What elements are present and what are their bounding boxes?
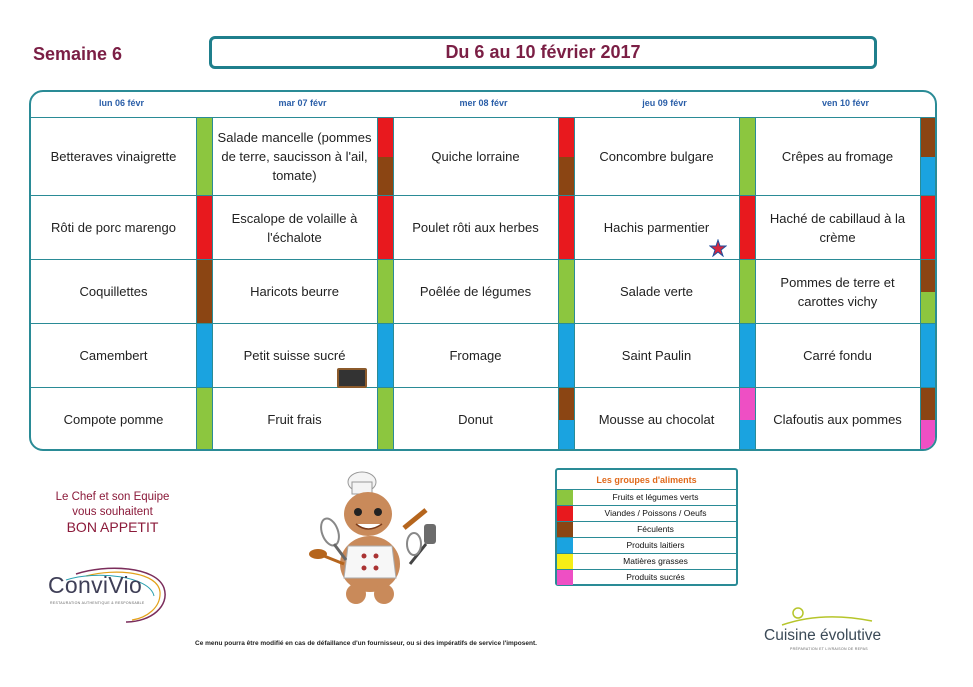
food-group-bar-feculents <box>377 157 393 196</box>
menu-dish: Betteraves vinaigrette <box>50 149 177 164</box>
menu-dish: Salade verte <box>620 284 693 299</box>
column-divider <box>393 117 394 451</box>
menu-dish: Compote pomme <box>63 412 164 427</box>
menu-dish: Escalope de volaille à l'échalote <box>231 210 358 245</box>
menu-dish: Clafoutis aux pommes <box>773 412 902 427</box>
menu-dish: Coquillettes <box>79 284 148 299</box>
menu-dish: Poêlée de légumes <box>419 284 532 299</box>
food-group-bar-feculents <box>558 157 574 196</box>
food-group-bar-viandes <box>739 196 755 259</box>
food-group-bar-viandes <box>558 196 574 259</box>
food-group-bar-feculents <box>920 388 936 420</box>
food-group-bar-fruits_legumes <box>558 260 574 323</box>
menu-dish: Haricots beurre <box>250 284 339 299</box>
food-group-bar-fruits_legumes <box>196 118 212 195</box>
cuisine-name: Cuisine évolutive <box>764 627 882 644</box>
food-group-bar-fruits_legumes <box>196 388 212 451</box>
menu-dish: Fromage <box>449 348 502 363</box>
cuisine-evolutive-logo <box>762 605 912 655</box>
day-header: jeu 09 févr <box>642 98 687 108</box>
food-group-bar-fruits_legumes <box>377 388 393 451</box>
menu-dish: Crêpes au fromage <box>781 149 894 164</box>
legend-swatch <box>557 522 573 537</box>
label-rouge-icon <box>709 239 727 257</box>
menu-dish: Quiche lorraine <box>431 149 520 164</box>
legend-item <box>557 489 736 505</box>
legend-swatch <box>557 538 573 553</box>
food-group-bar-fruits_legumes <box>377 260 393 323</box>
date-range: Du 6 au 10 février 2017 <box>445 42 641 62</box>
food-group-bar-laitiers <box>920 324 936 387</box>
chalkboard-icon <box>337 368 367 388</box>
menu-table <box>29 90 937 451</box>
food-group-bar-sucres <box>739 388 755 420</box>
food-group-bar-sucres <box>920 420 936 452</box>
menu-dish: Donut <box>458 412 493 427</box>
day-header: ven 10 févr <box>821 98 870 108</box>
gingerbread-chef-icon <box>300 468 460 608</box>
menu-dish: Carré fondu <box>803 348 872 363</box>
chef-message <box>40 490 185 535</box>
food-group-bar-laitiers <box>558 324 574 387</box>
food-group-bar-viandes <box>920 196 936 259</box>
food-group-bar-laitiers <box>558 420 574 452</box>
legend-label: Fruits et légumes verts <box>612 492 699 502</box>
day-header: mer 08 févr <box>459 98 508 108</box>
column-divider <box>920 117 921 451</box>
disclaimer: Ce menu pourra être modifié en cas de défaillance d'un fournisseur, ou si des impératifs de service l'imposent. <box>195 640 537 647</box>
food-group-bar-feculents <box>558 388 574 420</box>
menu-dish: Fruit frais <box>267 412 322 427</box>
menu-dish: Poulet rôti aux herbes <box>412 220 539 235</box>
food-group-bar-viandes <box>196 196 212 259</box>
menu-dish: Mousse au chocolat <box>598 412 715 427</box>
day-header: lun 06 févr <box>98 98 145 108</box>
menu-dish: Petit suisse sucré <box>243 348 346 363</box>
cuisine-tagline: PRÉPARATION ET LIVRAISON DE REPAS <box>790 647 868 651</box>
legend-swatch <box>557 570 573 585</box>
column-divider <box>574 117 575 451</box>
legend-swatch <box>557 554 573 569</box>
day-header: mar 07 févr <box>278 98 327 108</box>
food-group-bar-viandes <box>377 196 393 259</box>
legend-swatch <box>557 506 573 521</box>
legend-label: Viandes / Poissons / Oeufs <box>604 508 707 518</box>
food-group-bar-feculents <box>920 118 936 157</box>
legend-label: Matières grasses <box>623 556 688 566</box>
food-group-bar-feculents <box>920 260 936 292</box>
chef-message-line3: BON APPETIT <box>66 519 159 535</box>
food-group-bar-viandes <box>558 118 574 157</box>
column-divider <box>212 117 213 451</box>
food-group-bar-laitiers <box>196 324 212 387</box>
legend-item <box>557 569 736 585</box>
legend-label: Produits sucrés <box>626 572 685 582</box>
food-group-bar-fruits_legumes <box>920 292 936 324</box>
food-group-bar-fruits_legumes <box>739 260 755 323</box>
food-group-bar-laitiers <box>739 324 755 387</box>
menu-dish: Concombre bulgare <box>599 149 714 164</box>
food-group-bar-laitiers <box>377 324 393 387</box>
menu-dish: Rôti de porc marengo <box>50 220 176 235</box>
menu-dish: Hachis parmentier <box>603 220 710 235</box>
legend-box <box>555 468 738 586</box>
menu-dish: Saint Paulin <box>621 348 692 363</box>
food-group-bar-feculents <box>196 260 212 323</box>
menu-dish: Pommes de terre et carottes vichy <box>780 274 895 309</box>
column-divider <box>196 117 197 451</box>
food-group-bar-fruits_legumes <box>739 118 755 195</box>
menu-dish: Camembert <box>79 348 148 363</box>
legend-item <box>557 537 736 553</box>
column-divider <box>558 117 559 451</box>
food-group-bar-laitiers <box>920 157 936 196</box>
legend-item <box>557 521 736 537</box>
column-divider <box>739 117 740 451</box>
food-group-bar-laitiers <box>739 420 755 452</box>
food-group-bar-viandes <box>377 118 393 157</box>
legend-title: Les groupes d'aliments <box>596 475 697 485</box>
legend-item <box>557 553 736 569</box>
legend-item <box>557 505 736 521</box>
date-range-box <box>209 36 877 69</box>
menu-dish: Salade mancelle (pommes de terre, saucisson à l'ail, tomate) <box>217 130 372 183</box>
column-divider <box>755 117 756 451</box>
convivio-logo <box>46 566 176 624</box>
week-label: Semaine 6 <box>33 44 123 64</box>
menu-dish: Haché de cabillaud à la crème <box>769 210 906 245</box>
convivio-name: ConviVio <box>48 572 143 598</box>
legend-label: Féculents <box>637 524 674 534</box>
chef-mascot <box>300 468 460 608</box>
legend-swatch <box>557 490 573 505</box>
convivio-tagline: RESTAURATION AUTHENTIQUE & RESPONSABLE <box>50 601 145 605</box>
column-divider <box>377 117 378 451</box>
chef-message-line1: Le Chef et son Equipe <box>55 491 170 503</box>
chef-message-line2: vous souhaitent <box>72 506 153 518</box>
legend-label: Produits laitiers <box>626 540 685 550</box>
